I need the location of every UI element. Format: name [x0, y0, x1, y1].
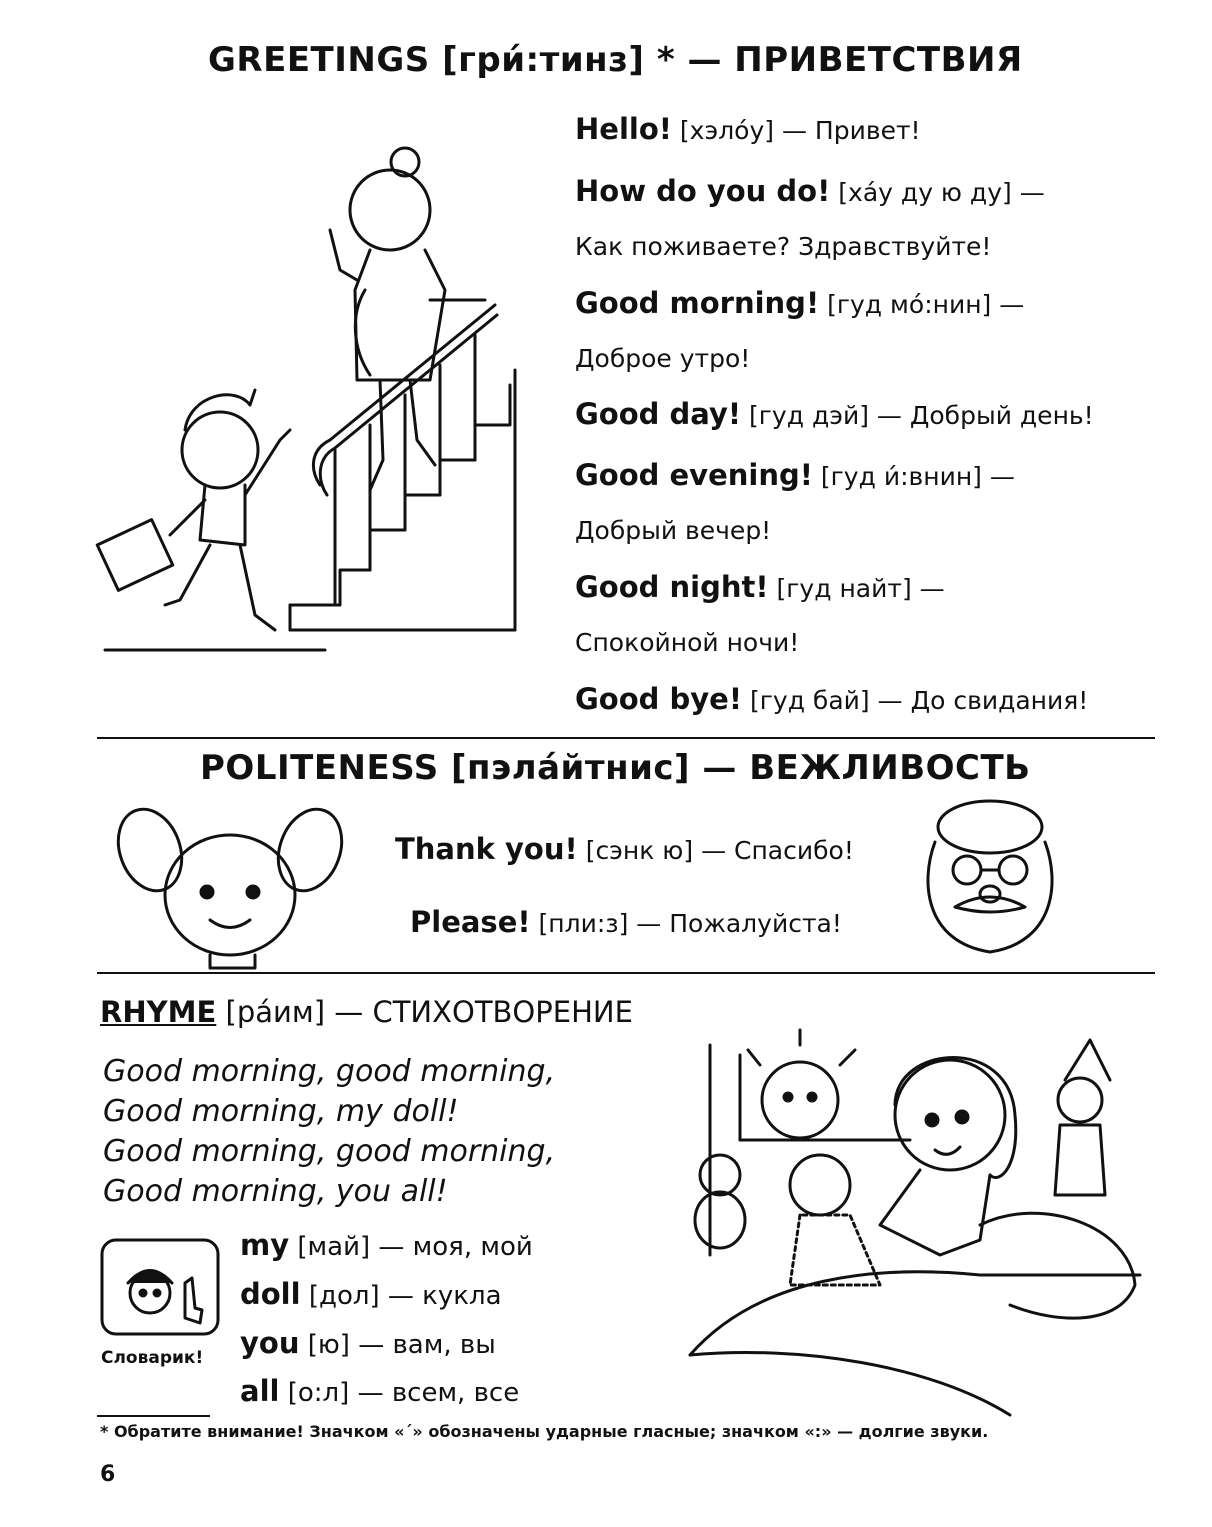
phrase-how-do-you-do	[575, 174, 1045, 208]
phrase-hello	[575, 112, 921, 146]
vocabulary-item-all	[240, 1374, 519, 1408]
vocabulary-label: Словарик!	[101, 1348, 204, 1368]
stairs-illustration	[95, 140, 535, 660]
rhyme-title-en: RHYME	[100, 995, 217, 1029]
vocab-translation: — кукла	[387, 1281, 502, 1311]
phrase-translation: — Спасибо!	[701, 836, 854, 865]
phrase-transcription: [гуд дэй]	[749, 401, 869, 430]
vocab-translation: — всем, все	[357, 1378, 520, 1408]
phrase-transcription: [сэнк ю]	[585, 836, 694, 865]
vocab-en: you	[240, 1326, 300, 1360]
phrase-en: Good evening!	[575, 458, 813, 492]
politeness-title: POLITENESS [пэла́йтнис] — ВЕЖЛИВОСТЬ	[200, 748, 1031, 788]
girl-face-illustration	[115, 800, 345, 970]
phrase-translation: —	[989, 462, 1015, 491]
phrase-good-day	[575, 397, 1094, 431]
greetings-title-en: GREETINGS	[208, 40, 430, 80]
phrase-thank-you	[395, 832, 854, 866]
greetings-title-footnote-mark: *	[656, 40, 676, 80]
rhyme-line: Good morning, my doll!	[103, 1094, 459, 1129]
phrase-translation: — До свидания!	[877, 686, 1089, 715]
phrase-transcription: [гуд найт]	[776, 574, 912, 603]
phrase-en: Good bye!	[575, 682, 743, 716]
phrase-good-night	[575, 570, 945, 604]
phrase-translation: — Привет!	[781, 116, 921, 145]
vocabulary-item-my	[240, 1228, 533, 1262]
rhyme-line: Good morning, good morning,	[103, 1054, 556, 1089]
phrase-translation: — Пожалуйста!	[636, 909, 842, 938]
vocabulary-icon	[100, 1238, 220, 1338]
phrase-en: Good day!	[575, 397, 742, 431]
page-number: 6	[100, 1462, 116, 1487]
phrase-en: Good morning!	[575, 286, 820, 320]
rhyme-line: Good morning, you all!	[103, 1174, 448, 1209]
phrase-good-evening-translation: Добрый вечер!	[575, 516, 772, 545]
vocab-translation: — вам, вы	[358, 1330, 496, 1360]
phrase-transcription: [гуд и́:внин]	[820, 462, 982, 491]
phrase-good-bye	[575, 682, 1088, 716]
section-divider	[97, 737, 1155, 739]
phrase-translation: —	[999, 290, 1025, 319]
rhyme-title-rest: [ра́им] — СТИХОТВОРЕНИЕ	[225, 995, 633, 1029]
vocabulary-item-you	[240, 1326, 496, 1360]
girl-with-doll-illustration	[680, 1025, 1150, 1420]
footnote: * Обратите внимание! Значком «´» обозначены ударные гласные; значком «:» — долгие звуки.	[100, 1422, 989, 1441]
phrase-please	[410, 905, 842, 939]
phrase-good-evening	[575, 458, 1015, 492]
vocab-en: my	[240, 1228, 290, 1262]
phrase-good-night-translation: Спокойной ночи!	[575, 628, 800, 657]
phrase-en: Hello!	[575, 112, 672, 146]
rhyme-title	[100, 995, 633, 1029]
phrase-translation: —	[1019, 178, 1045, 207]
phrase-how-do-you-do-translation: Как поживаете? Здравствуйте!	[575, 232, 992, 261]
vocab-translation: — моя, мой	[378, 1232, 533, 1262]
greetings-title-transcription: [гри́:тинз]	[442, 40, 645, 80]
phrase-en: Please!	[410, 905, 531, 939]
phrase-translation: — Добрый день!	[876, 401, 1094, 430]
phrase-transcription: [пли:з]	[538, 909, 629, 938]
section-divider	[97, 972, 1155, 974]
vocab-transcription: [дол]	[308, 1281, 380, 1311]
rhyme-line: Good morning, good morning,	[103, 1134, 556, 1169]
footnote-rule	[97, 1415, 210, 1417]
greetings-title-ru: ПРИВЕТСТВИЯ	[734, 40, 1023, 80]
phrase-good-morning	[575, 286, 1024, 320]
phrase-en: How do you do!	[575, 174, 831, 208]
phrase-en: Good night!	[575, 570, 769, 604]
phrase-en: Thank you!	[395, 832, 578, 866]
phrase-transcription: [ха́у ду ю ду]	[838, 178, 1012, 207]
phrase-good-morning-translation: Доброе утро!	[575, 344, 751, 373]
vocab-en: doll	[240, 1277, 301, 1311]
phrase-transcription: [гуд бай]	[750, 686, 870, 715]
greetings-title-dash: —	[687, 40, 722, 80]
vocab-transcription: [май]	[297, 1232, 371, 1262]
phrase-transcription: [гуд мо́:нин]	[827, 290, 992, 319]
grandfather-face-illustration	[905, 792, 1075, 964]
vocab-transcription: [ю]	[307, 1330, 350, 1360]
vocabulary-item-doll	[240, 1277, 502, 1311]
rhyme-poem	[103, 1052, 555, 1212]
phrase-translation: —	[919, 574, 945, 603]
vocab-en: all	[240, 1374, 280, 1408]
phrase-transcription: [хэло́у]	[679, 116, 775, 145]
vocab-transcription: [о:л]	[287, 1378, 350, 1408]
greetings-title	[208, 40, 1023, 80]
